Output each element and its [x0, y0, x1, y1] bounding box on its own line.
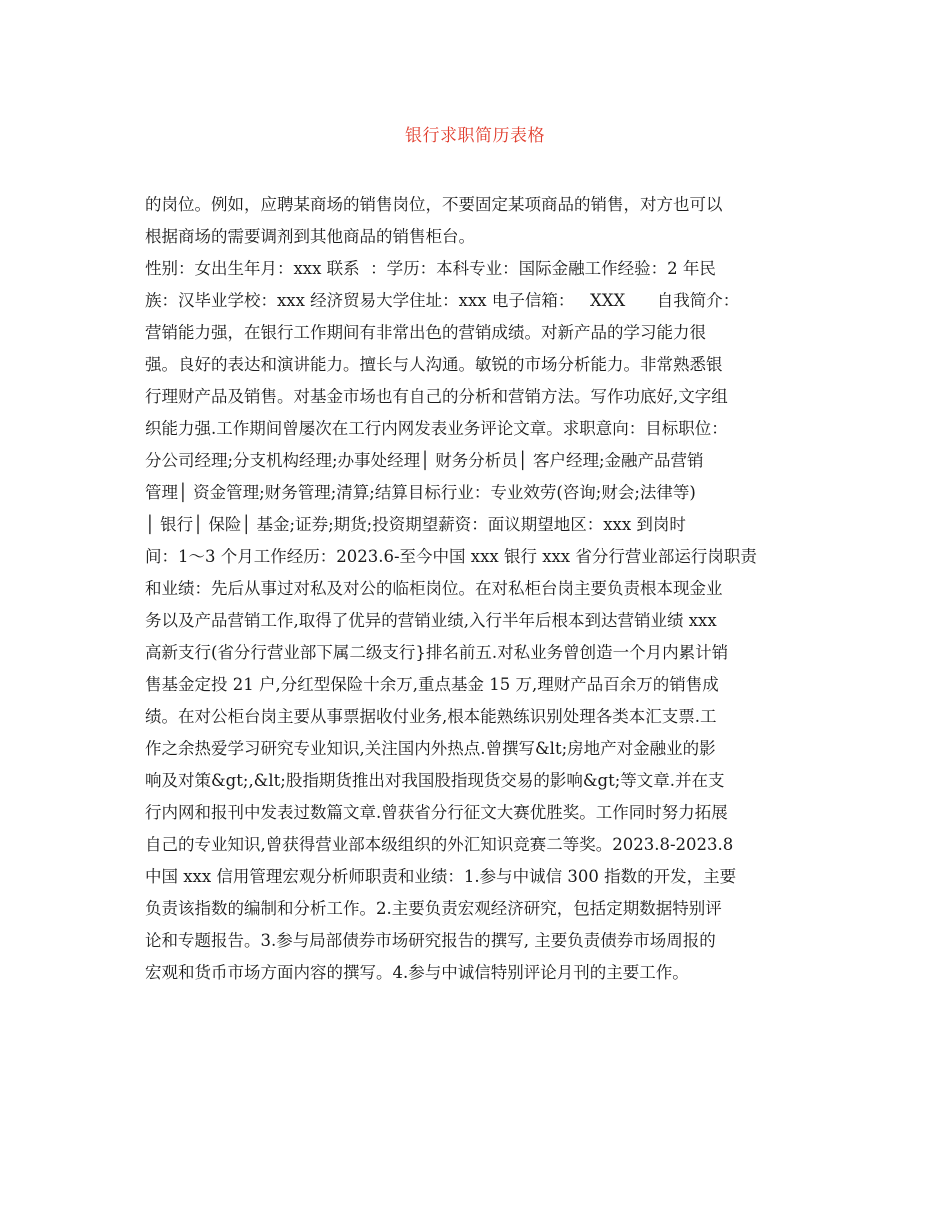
body-line: 的岗位。例如，应聘某商场的销售岗位，不要固定某项商品的销售，对方也可以: [145, 195, 723, 214]
body-line: 营销能力强，在银行工作期间有非常出色的营销成绩。对新产品的学习能力很: [145, 323, 706, 342]
body-line: 管理│ 资金管理;财务管理;清算;结算目标行业：专业效劳(咨询;财会;法律等): [145, 483, 696, 502]
body-line: 负责该指数的编制和分析工作。2.主要负责宏观经济研究，包括定期数据特别评: [145, 899, 722, 918]
body-line: 作之余热爱学习研究专业知识,关注国内外热点.曾撰写&lt;房地产对金融业的影: [145, 739, 716, 758]
body-line: 论和专题报告。3.参与局部债券市场研究报告的撰写, 主要负责债券市场周报的: [145, 931, 716, 950]
body-line: 高新支行(省分行营业部下属二级支行}排名前五.对私业务曾创造一个月内累计销: [145, 643, 729, 662]
body-line: 性别：女出生年月：xxx 联系 ：学历：本科专业：国际金融工作经验：2 年民: [145, 259, 716, 278]
body-line: 行理财产品及销售。对基金市场也有自己的分析和营销方法。写作功底好,文字组: [145, 387, 728, 406]
body-line: 和业绩：先后从事过对私及对公的临柜岗位。在对私柜台岗主要负责根本现金业: [145, 579, 723, 598]
body-line: 绩。在对公柜台岗主要从事票据收付业务,根本能熟练识别处理各类本汇支票.工: [145, 707, 717, 726]
body-line: 强。良好的表达和演讲能力。擅长与人沟通。敏锐的市场分析能力。非常熟悉银: [145, 355, 723, 374]
body-line: 响及对策&gt;,&lt;股指期货推出对我国股指现货交易的影响&gt;等文章.并在支: [145, 771, 725, 790]
body-line: 族：汉毕业学校：xxx 经济贸易大学住址：xxx 电子信箱： XXX 自我简介：: [145, 291, 740, 310]
body-line: 行内网和报刊中发表过数篇文章.曾获省分行征文大赛优胜奖。工作同时努力拓展: [145, 803, 728, 822]
body-line: │ 银行│ 保险│ 基金;证券;期货;投资期望薪资：面议期望地区：xxx 到岗时: [145, 515, 686, 534]
body-line: 宏观和货币市场方面内容的撰写。4.参与中诚信特别评论月刊的主要工作。: [145, 963, 689, 982]
body-line: 间：1～3 个月工作经历：2023.6-至今中国 xxx 银行 xxx 省分行营业部运行岗职责: [145, 547, 757, 566]
body-line: 根据商场的需要调剂到其他商品的销售柜台。: [145, 227, 475, 246]
body-line: 务以及产品营销工作,取得了优异的营销业绩,入行半年后根本到达营销业绩 xxx: [145, 611, 717, 630]
document-body: [145, 189, 805, 989]
body-line: 售基金定投 21 户,分红型保险十余万,重点基金 15 万,理财产品百余万的销售成: [145, 675, 719, 694]
body-line: 分公司经理;分支机构经理;办事处经理│ 财务分析员│ 客户经理;金融产品营销: [145, 451, 704, 470]
document-title: 银行求职简历表格: [405, 126, 545, 146]
body-line: 中国 xxx 信用管理宏观分析师职责和业绩：1.参与中诚信 300 指数的开发，主要: [145, 867, 737, 886]
body-line: 自己的专业知识,曾获得营业部本级组织的外汇知识竞赛二等奖。2023.8-2023.8: [145, 835, 734, 854]
body-line: 织能力强.工作期间曾屡次在工行内网发表业务评论文章。求职意向：目标职位：: [145, 419, 728, 438]
